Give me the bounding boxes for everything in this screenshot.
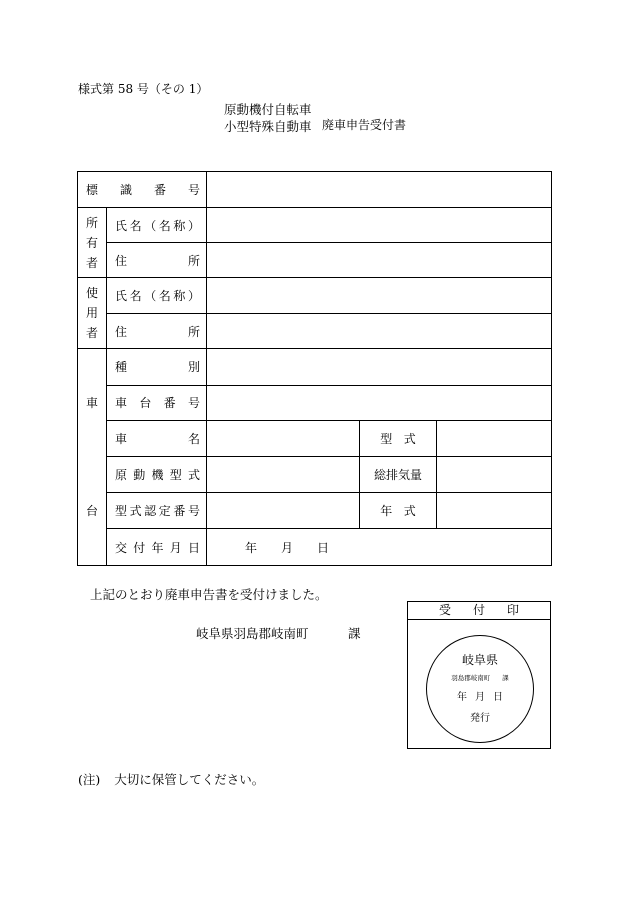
type-approval-number-field[interactable] xyxy=(207,492,360,529)
owner-address-label: 住 所 xyxy=(107,243,207,278)
year-model-label: 年 式 xyxy=(360,492,437,529)
issue-date-field[interactable]: 年 月 日 xyxy=(207,529,552,566)
model-label: 型 式 xyxy=(360,420,437,457)
type-approval-number-label: 型 式 認 定 番 号 xyxy=(107,492,207,529)
vehicle-group-top: 車 xyxy=(85,396,98,410)
user-address-field[interactable] xyxy=(207,314,552,349)
form-number: 様式第 58 号（その 1） xyxy=(78,82,209,96)
owner-name-field[interactable] xyxy=(207,208,552,243)
vehicle-name-label: 車 名 xyxy=(107,420,207,457)
vehicle-type-field[interactable] xyxy=(207,349,552,386)
model-field[interactable] xyxy=(437,420,552,457)
displacement-field[interactable] xyxy=(437,457,552,492)
displacement-label: 総排気量 xyxy=(360,457,437,492)
seal-address: 羽島郡岐南町 課 xyxy=(451,674,509,682)
footnote-prefix: (注) xyxy=(78,772,101,787)
engine-model-field[interactable] xyxy=(207,457,360,492)
chassis-number-label: 車 台 番 号 xyxy=(107,385,207,420)
engine-model-label: 原 動 機 型 式 xyxy=(107,457,207,492)
user-name-label: 氏 名 （ 名 称 ） xyxy=(107,278,207,314)
registration-number-label: 標 識 番 号 xyxy=(78,172,207,208)
vehicle-group-label xyxy=(78,349,107,566)
user-address-label: 住 所 xyxy=(107,314,207,349)
title-line-special-vehicle: 小型特殊自動車 xyxy=(224,119,312,134)
deregistration-table xyxy=(77,171,552,566)
document-title: 廃車申告受付書 xyxy=(322,118,407,132)
user-name-field[interactable] xyxy=(207,278,552,314)
footnote-text: 大切に保管してください。 xyxy=(114,772,265,787)
owner-name-label: 氏 名 （ 名 称 ） xyxy=(107,208,207,243)
vehicle-name-field[interactable] xyxy=(207,420,360,457)
confirmation-text: 上記のとおり廃車申告書を受付けました。 xyxy=(90,587,328,602)
office-section: 課 xyxy=(348,626,361,641)
chassis-number-field[interactable] xyxy=(207,385,552,420)
reception-stamp-box xyxy=(407,601,551,749)
seal-issued: 発行 xyxy=(470,713,490,724)
owner-group-label: 所 有 者 xyxy=(78,208,107,278)
vehicle-type-label: 種 別 xyxy=(107,349,207,386)
title-line-moped: 原動機付自転車 xyxy=(224,102,312,117)
registration-number-field[interactable] xyxy=(207,172,552,208)
owner-address-field[interactable] xyxy=(207,243,552,278)
vehicle-group-bottom: 台 xyxy=(85,504,98,518)
seal-prefecture: 岐阜県 xyxy=(461,653,498,667)
official-seal xyxy=(426,635,534,743)
user-group-label: 使 用 者 xyxy=(78,278,107,349)
office-town: 岐阜県羽島郡岐南町 xyxy=(196,626,309,641)
footnote xyxy=(78,770,264,788)
issue-date-label: 交 付 年 月 日 xyxy=(107,529,207,566)
seal-date: 年 月 日 xyxy=(457,692,503,703)
year-model-field[interactable] xyxy=(437,492,552,529)
reception-stamp-heading: 受 付 印 xyxy=(408,602,550,620)
